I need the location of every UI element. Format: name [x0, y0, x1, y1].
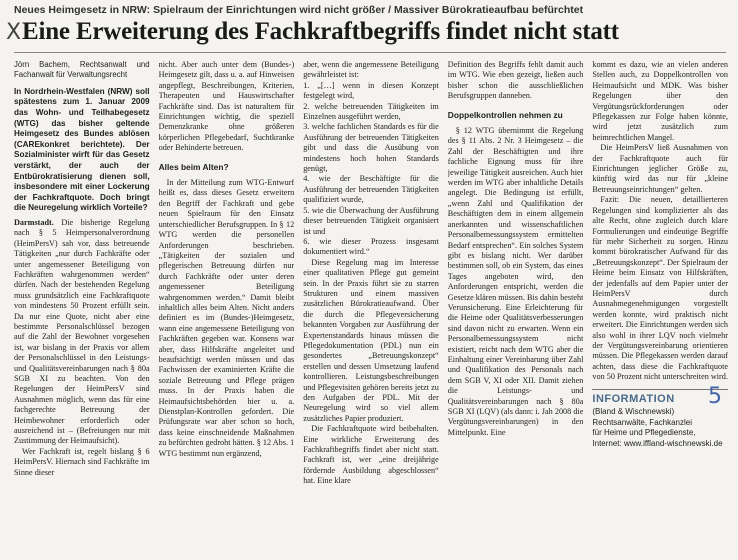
info-line: (Bland & Wischnewski) — [592, 407, 675, 417]
body-paragraph: Die Fachkraftquote wird beibehalten. Eine wirkliche Erweiterung des Fachkraftbegriffs findet aber nicht statt. Fachkraft ist, wer „eine dreijährige fördernde Ausbildung abgeschlossen“ hat. Eine klare — [303, 424, 439, 486]
lead-paragraph: In Nordrhein-Westfalen (NRW) soll spätestens zum 1. Januar 2009 das Wohn- und Teilhabegesetz (WTG) das bisher geltende Heimgesetz des Bundes ablösen (CAREkonkret berichtete). Der Sozialminister wirft für das Gesetz verstärkt, der auch der Entbürokratisierung dienen soll, insbesondere mit einer Lockerung der Fachkraftquote. Doch bringt die Neuregelung wirklich Vorteile? — [14, 86, 150, 213]
headline-divider — [14, 52, 726, 53]
column-1 — [14, 60, 150, 556]
body-paragraph — [14, 218, 150, 447]
list-item: 1. „[…] wenn in diesen Konzept festgelegt wird, — [303, 80, 439, 101]
info-line: für Heime und Pflegedienste, — [592, 428, 696, 438]
body-paragraph: § 12 WTG übernimmt die Regelung des § 11 Abs. 2 Nr. 3 Heimgesetz – die Zahl der Beschäftigten und ihre fachliche Eignung muss für ihre jeweilige Tätigkeit ausreichen. Auch hier werden im WTG aber inhaltliche Details angelegt. Die Bedingung ist erfüllt, „wenn Zahl und Qualifikation der Beschäftigten dem in einem allgemein anerkannten und wissenschaftlichen Personalbemessungssystem ermittelten Bedarf entsprechen“. Ein solches System gibt es bislang nicht. Wer darüber bestimmen soll, ob ein System, das eines Tages angeboten wird, den Anforderungen entspricht, werden die Gesetze klären müssen. Bis dahin besteht Verunsicherung. Eine Erleichterung für die Heime oder Qualitätsverbesserungen sind davon nicht zu erwarten. Wenn ein Personalbemessungssystem nicht existiert, reicht nach dem WTG aber die Einhaltung einer Vereinbarung über Zahl und Qualifikation des Personals nach dem SGB V, XI oder XII. Damit ziehen die Leistungs- und Qualitätsvereinbarungen nach § 80a SGB XI (LQV) (als dann: i. Jah 2008 die Vergütungsvereinbarungen) in den Mittelpunkt. Eine — [447, 126, 584, 437]
body-paragraph: aber, wenn die angemessene Beteiligung gewährleistet ist: — [303, 60, 439, 80]
handwritten-mark-icon: Ⅹ — [6, 20, 22, 45]
subheading: Alles beim Alten? — [158, 161, 229, 172]
subheading: Doppelkontrollen nehmen zu — [447, 109, 563, 120]
list-item: 4. wie der Beschäftigte für die Ausführung der betreuenden Tätigkeiten qualifiziert wurde, — [303, 174, 439, 205]
dateline: Darmstadt. — [14, 217, 54, 227]
body-paragraph: Fazit: Die neuen, detaillierteren Regelungen sind komplizierter als das alte Recht, ohne zugleich durch klare Formulierungen und eindeutige Begriffe für mehr Sicherheit zu sorgen. Hinzu kommt bürokratischer Aufwand für das „Betreuungskonzept“. Der Spielraum der Heime beim Einsatz von Hilfskräften, der jedenfalls auf dem Papier unter der HeimPersV durch Ausnahmegenehmigungen vorgestellt werden konnte, wird praktisch nicht erweitert. Die Einrichtungen werden sich also wohl in ihrer LQV noch vielmehr der Vergütungsvereinbarung orientieren müssen. Die Pflegekassen werden darauf achten, dass diese die Fachkraftquote von 50 Prozent nicht unterschreiten wird. — [592, 195, 728, 382]
list-item: 6. wie dieser Prozess insgesamt dokumentiert wird.“ — [303, 236, 439, 257]
body-paragraph: nicht. Aber auch unter dem (Bundes-) Heimgesetz gilt, dass u. a. auf Hinweisen angepflegt, Beschreibungen, Kriterien, Therapeuten und Hauswirtschafter Fachkräfte sind. Das ist naturaltem für Einrichtungen wichtig, die speziell Demenzkranke ohne größeren körperlichen Pflegebedarf, Suchtkranke oder Behinderte betreuen. — [158, 60, 295, 153]
info-line: Rechtsanwälte, Fachkanzlei — [592, 417, 692, 427]
info-box — [592, 383, 728, 450]
column-4 — [448, 60, 584, 556]
column-2 — [159, 60, 295, 556]
list-item: 3. welche fachlichen Standards es für die Ausführung der betreuenden Tätigkeiten gibt und dass die Ausübung von mindestens hoch hohen Standards genügt, — [303, 122, 439, 174]
article-kicker: Neues Heimgesetz in NRW: Spielraum der Einrichtungen wird nicht größer / Massiver Bürokratieaufbau befürchtet — [14, 4, 584, 16]
article-headline: Eine Erweiterung des Fachkraftbegriffs findet nicht statt — [22, 18, 619, 45]
body-paragraph: In der Mitteilung zum WTG-Entwurf heißt es, dass dieses Gesetz erweitern den Begriff der Fachkraft und gebe neuen Spielraum für den Einsatz unterschiedlicher Berufsgruppen. In § 12 WTG werden die personellen Anforderungen beschrieben. „Tätigkeiten der sozialen und pflegerischen Betreuung dürfen nur durch Fachkräfte oder unter deren angemessener Beteiligung wahrgenommen werden.“ Damit bleibt inhaltlich alles beim Alten. Nicht anders definiert es im (Bundes-)Heimgesetz, wann eine angemessene Beteiligung von Fachkräften gegeben war. Konsens war aber, dass Hilfskräfte angeleitet und beaufsichtigt werden müssen und das Fachwissen der examinierten Kräfte die soziale Betreuung und Pflege prägen muss. In der Praxis haben die Heimaufsichtsbehörden hier u. a. Dienstplan-Kontrollen gefordert. Die Prüfungsrate war aber schon so hoch, dass keine einschneidende Maßnahmen zu befürchten gedroht hätten. § 12 Abs. 1 WTG bestimmt nun ergänzend, — [158, 178, 295, 458]
info-line: Internet: www.iffland-wischnewski.de — [592, 438, 723, 448]
body-paragraph: Die HeimPersV ließ Ausnahmen von der Fachkraftquote auch für Einrichtungen jeglicher Größe zu, künftig wird das nur für „kleine Betreuungseinrichtungen“ gelten. — [592, 143, 728, 194]
info-title: INFORMATION — [592, 392, 675, 405]
column-3 — [303, 60, 439, 556]
list-item: 2. welche betreuenden Tätigkeiten im Einzelnen ausgeführt werden, — [303, 101, 439, 122]
body-paragraph: Wer Fachkraft ist, regelt bislang § 6 HeimPersV. Hiernach sind Fachkräfte im Sinne dieser — [14, 446, 150, 477]
article-columns — [14, 60, 728, 556]
list-item: 5. wie die Überwachung der Ausführung dieser betreuenden Tätigkeit organisiert ist und — [303, 205, 439, 236]
body-paragraph: Definition des Begriffs fehlt damit auch im WTG. Wie eben gezeigt, ließen auch bisher schon die ausschließlichen Berufsgruppen danneben. — [447, 60, 584, 101]
handwritten-number-icon: 5 — [708, 383, 722, 409]
body-paragraph: kommt es dazu, wie an vielen anderen Stellen auch, zu Doppelkontrollen von Heimaufsicht und MDK. Was bisher Regelungen über den Vergütungsrückforderungen oder Pflegekassen zur Folge haben könnte, wird jetzt zusätzlich zum heimrechtlichen Mangel. — [592, 60, 728, 142]
author-line: Jörn Bachem, Rechtsanwalt und Fachanwalt für Verwaltungsrecht — [14, 60, 150, 80]
column-5 — [592, 60, 728, 556]
body-paragraph: Diese Regelung mag im Interesse einer qualitativen Pflege gut gemeint sein. In der Praxis führt sie zu starren Strukturen und einem massiven zusätzlichen Bürokratieaufwand. Über die durch die Pflegeversicherung bekannten Vorgaben zur Ausführung der Expertenstandards hinaus müssen die Pflegedokumentation (PDL) nun ein gesondertes „Betreuungskonzept“ erstellen und dessen Umsetzung laufend kontrollieren. Leistungsbeschreibungen und Pflegevisiten gehören bereits jetzt zu den Aufgaben der PDL. Mit der Neuregelung wird so viel allem zusätzliches Papier produziert. — [303, 257, 439, 423]
body-text: Die bisherige Regelung nach § 5 Heimpersonalverordnung (HeimPersV) sah vor, dass betreuende Tätigkeiten „nur durch Fachkräfte oder unter angemessener Beteiligung von Fachkräften wahrgenommen werden“ dürfen. Nach der bestehenden Regelung muss grundsätzlich eine Fachkraftquote von mindestens 50 Prozent erfüllt sein. Da nur eine Quote, nicht aber eine bestimmte Personalschlüssel bezogen auf die Zahl der Bewohner vorgesehen ist, war bislang in der Praxis vor allem der Personalschlüssel in den Leistungs- und Qualitätsvereinbarungen nach § 80a SGB XI zu beachten. Von den Regelungen der HeimPersV sind Ausnahmen möglich, wenn das für eine fachgerechte Betreuung der Heimbewohner erforderlich oder ausreichend ist – (Befreiungen nur mit Zustimmung der Heimaufsicht). — [14, 217, 150, 446]
